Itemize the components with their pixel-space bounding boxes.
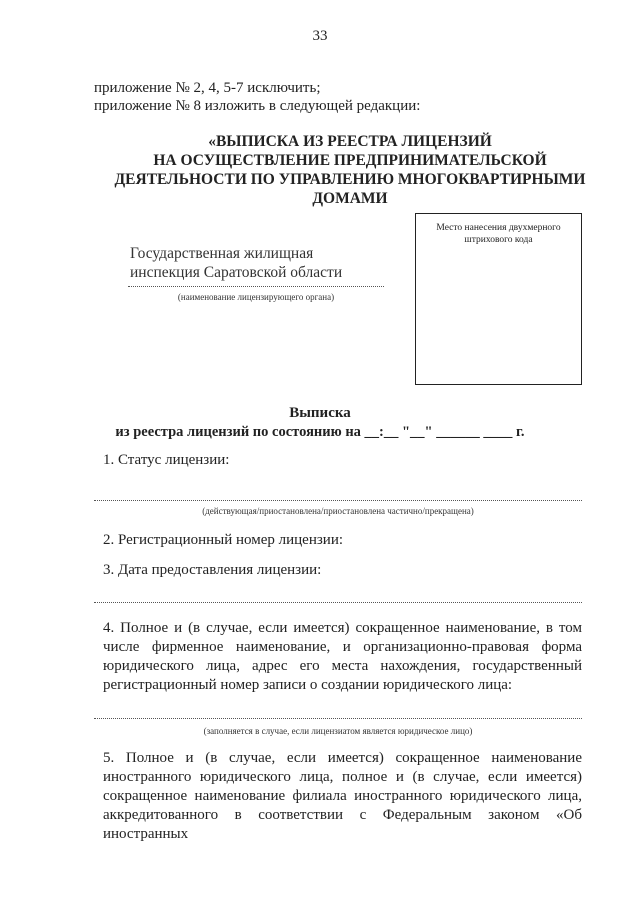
barcode-placeholder-box [415,213,582,385]
licensing-authority [130,244,342,282]
title-line-2: НА ОСУЩЕСТВЛЕНИЕ ПРЕДПРИНИМАТЕЛЬСКОЙ [153,152,547,169]
intro-line-2: приложение № 8 изложить в следующей редакции: [94,98,421,114]
barcode-label-line-1: Место нанесения двухмерного [436,223,561,233]
item-4-text: 4. Полное и (в случае, если имеется) сокращенное наименование, в том числе фирменное наименование, и организационно-правовая форма юридического лица, адрес его места нахождения, государственный регистрационный номер записи о создании юридического лица: [103,620,582,693]
extract-subheading: из реестра лицензий по состоянию на __:__ "__" ______ ____ г. [115,424,525,440]
item-2-reg-number: 2. Регистрационный номер лицензии: [103,532,344,548]
barcode-box-label [416,222,581,246]
item-1-underline [94,500,582,501]
authority-caption: (наименование лицензирующего органа) [177,292,335,302]
authority-line-2: инспекция Саратовской области [130,264,343,281]
authority-line-1: Государственная жилищная [130,245,314,262]
extract-heading: Выписка [289,405,351,421]
page-number: 33 [312,28,328,44]
title-line-1: «ВЫПИСКА ИЗ РЕЕСТРА ЛИЦЕНЗИЙ [208,133,492,150]
item-3-underline [94,602,582,603]
item-4-caption: (заполняется в случае, если лицензиатом является юридическое лицо) [203,726,473,736]
title-line-3: ДЕЯТЕЛЬНОСТИ ПО УПРАВЛЕНИЮ МНОГОКВАРТИРНЫМИ [114,171,586,188]
authority-underline [128,286,384,287]
item-1-status: 1. Статус лицензии: [103,452,230,468]
barcode-label-line-2: штрихового кода [464,235,533,245]
item-1-caption: (действующая/приостановлена/приостановлена частично/прекращена) [202,506,474,516]
intro-line-1: приложение № 2, 4, 5-7 исключить; [94,80,321,96]
item-4-underline [94,718,582,719]
document-title [60,132,640,208]
item-5-text: 5. Полное и (в случае, если имеется) сокращенное наименование иностранного юридического лица, полное и (в случае, если имеется) сокращенное наименование филиала иностранного юридического лица, аккредитованного в соответствии с Федеральным законом «Об иностранных [103,750,582,842]
title-line-4: ДОМАМИ [312,190,388,207]
item-3-date: 3. Дата предоставления лицензии: [103,562,322,578]
